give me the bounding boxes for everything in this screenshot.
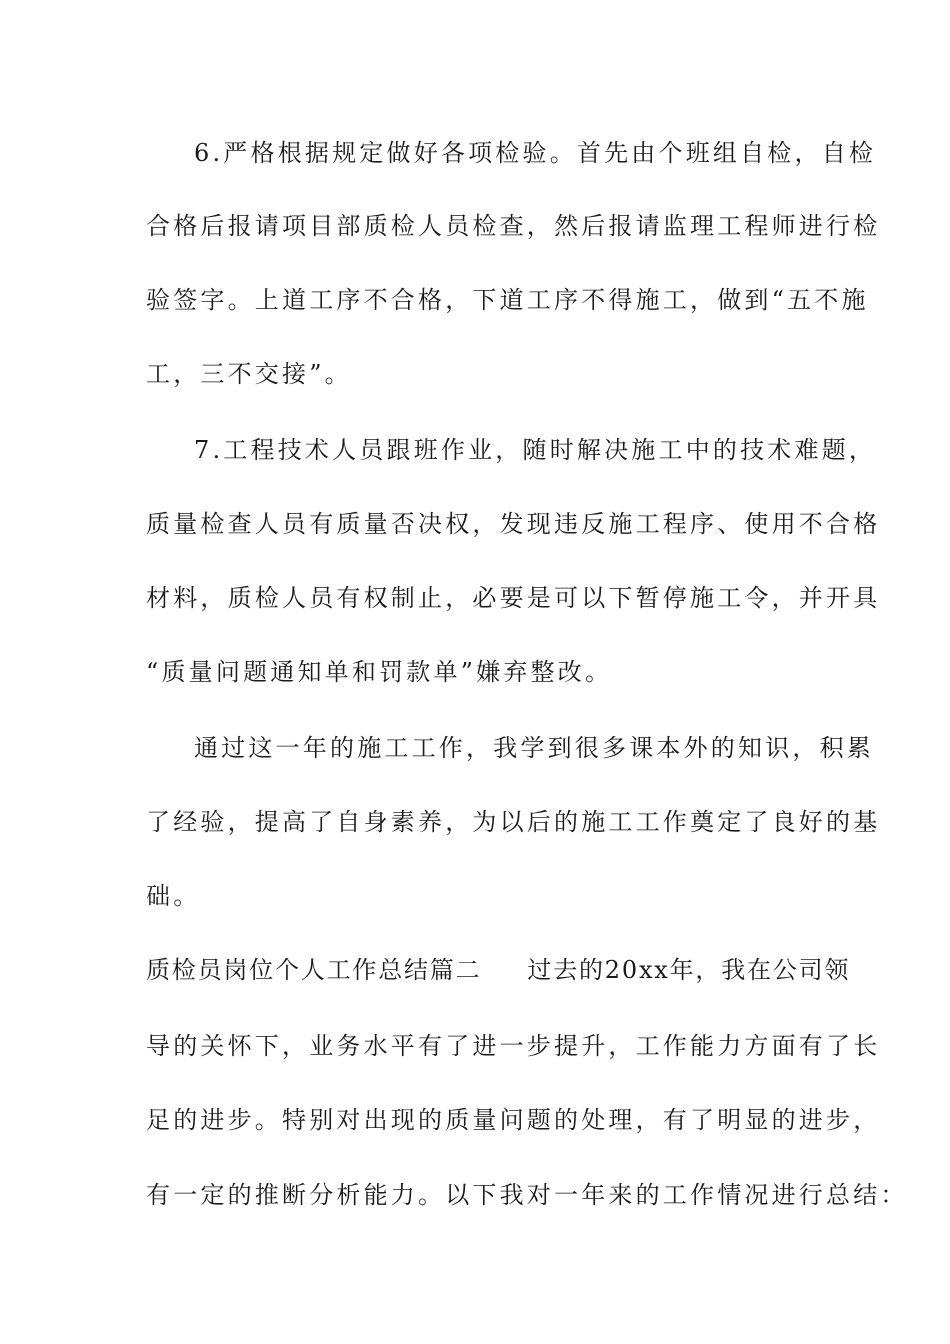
text-line: 础。 [146,882,201,910]
section-heading-line [146,955,851,985]
text-line: 验签字。上道工序不合格，下道工序不得施工，做到“五不施 [146,286,869,314]
text-line: 合格后报请项目部质检人员检查，然后报请监理工程师进行检 [146,212,881,240]
text-line: 6.严格根据规定做好各项检验。首先由个班组自检，自检 [194,139,877,167]
text-line: 材料，质检人员有权制止，必要是可以下暂停施工令，并开具 [146,584,881,612]
section-first-text: 过去的20xx年，我在公司领 [527,956,851,984]
text-line: 工，三不交接”。 [146,360,352,388]
text-line: 通过这一年的施工工作，我学到很多课本外的知识，积累 [194,734,874,762]
text-line: 了经验，提高了自身素养，为以后的施工工作奠定了良好的基 [146,808,881,836]
section-title: 质检员岗位个人工作总结篇二 [146,956,482,984]
text-line: 7.工程技术人员跟班作业，随时解决施工中的技术难题， [194,436,877,464]
text-line: “质量问题通知单和罚款单”嫌弃整改。 [146,658,613,686]
text-line: 足的进步。特别对出现的质量问题的处理，有了明显的进步， [146,1106,881,1134]
text-line: 导的关怀下，业务水平有了进一步提升，工作能力方面有了长 [146,1032,881,1060]
text-line: 质量检查人员有质量否决权，发现违反施工程序、使用不合格 [146,510,881,538]
text-line: 有一定的推断分析能力。以下我对一年来的工作情况进行总结： [146,1181,908,1209]
